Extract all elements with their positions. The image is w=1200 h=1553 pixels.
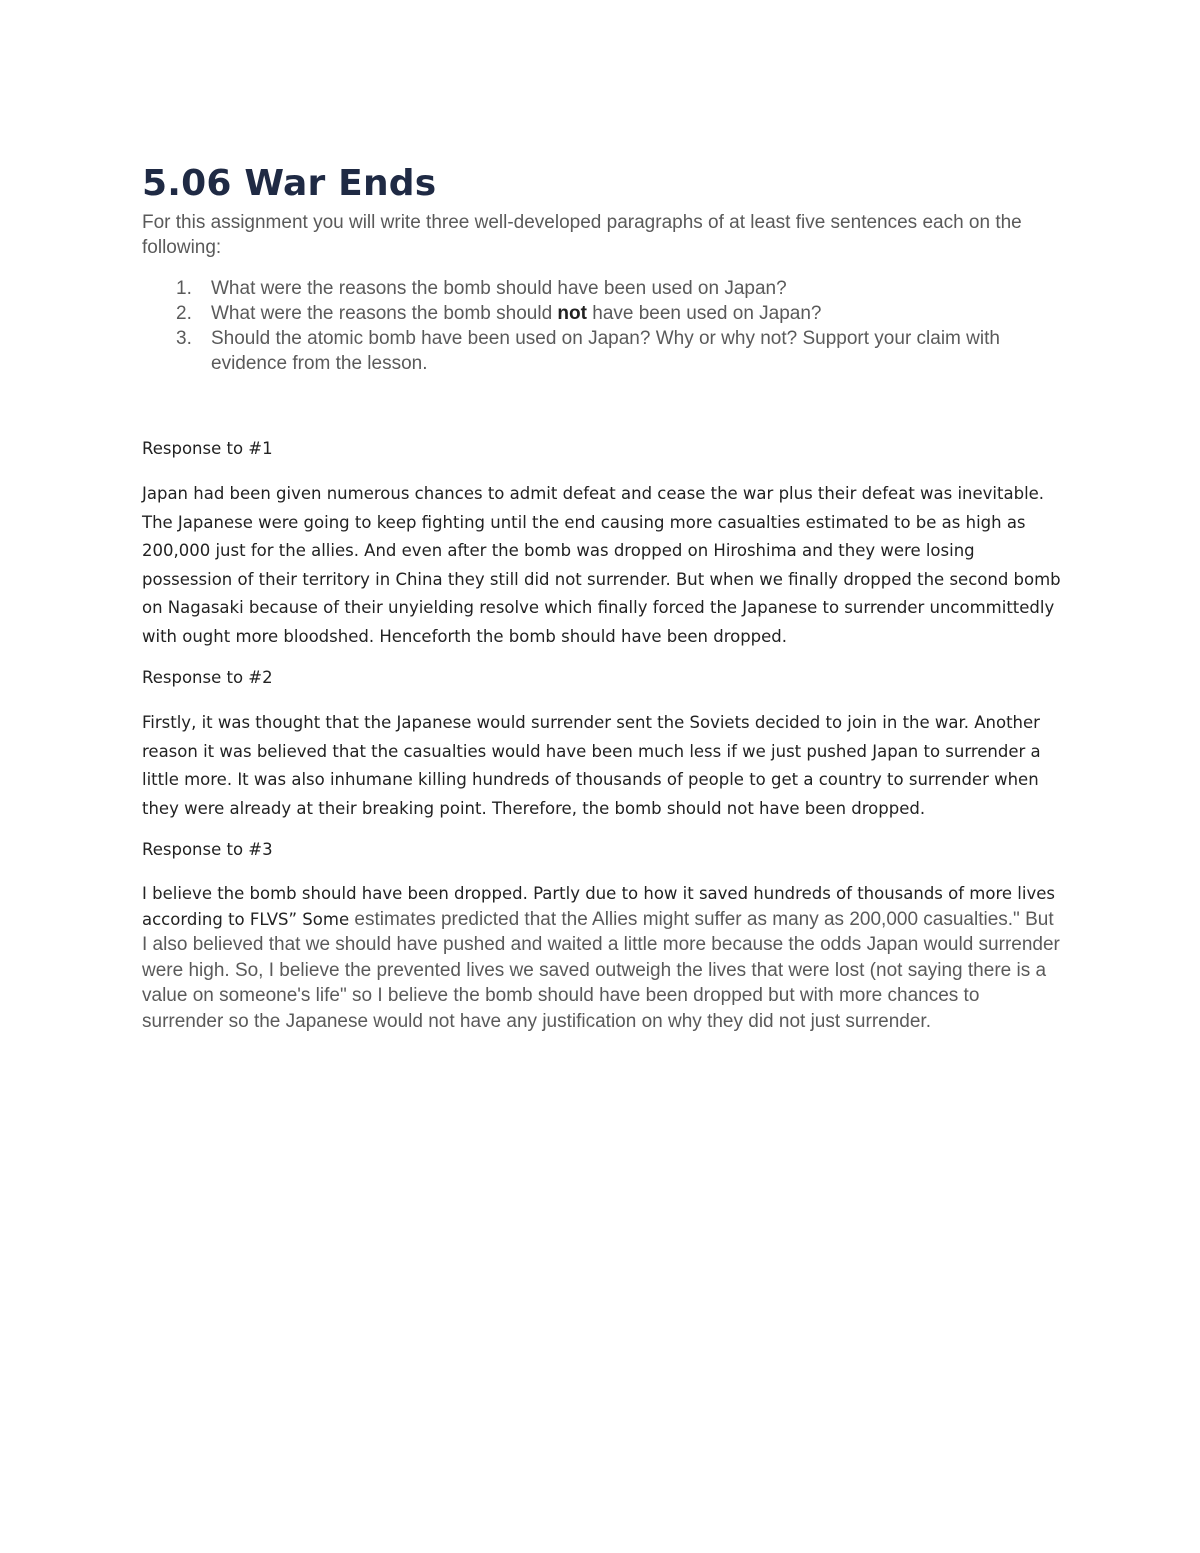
question-item-3 <box>142 326 1062 376</box>
response-heading-3: Response to #3 <box>142 840 273 859</box>
question-text-before: What were the reasons the bomb should <box>211 303 558 324</box>
page-title: 5.06 War Ends <box>142 163 437 204</box>
response-body-3-part1: I believe the bomb should have been dropped. Partly due to how it saved hundreds of thousands of more lives according to FLVS” Some <box>142 884 1055 929</box>
response-body-3-part2: estimates predicted that the Allies might suffer as many as 200,000 casualties." But I also believed that we should have pushed and waited a little more because the odds Japan would surrender were high. So, I believe the prevented lives we saved outweigh the lives that were lost (not saying there is a value on someone's life" so I believe the bomb should have been dropped but with more chances to surrender so the Japanese would not have any justification on why they did not just surrender. <box>142 908 1060 1032</box>
response-heading-2: Response to #2 <box>142 668 273 687</box>
question-text-after: have been used on Japan? <box>586 303 822 324</box>
question-number: 2. <box>176 303 192 324</box>
question-emphasis: not <box>557 303 587 324</box>
question-text: Should the atomic bomb have been used on Japan? Why or why not? Support your claim with evidence from the lesson. <box>211 328 1000 374</box>
question-number: 1. <box>176 278 192 299</box>
question-number: 3. <box>176 328 192 349</box>
assignment-intro: For this assignment you will write three well-developed paragraphs of at least five sentences each on the following: <box>142 212 1022 258</box>
response-body-1: Japan had been given numerous chances to admit defeat and cease the war plus their defeat was inevitable. The Japanese were going to keep fighting until the end causing more casualties estimated to be as high as 200,000 just for the allies. And even after the bomb was dropped on Hiroshima and they were losing possession of their territory in China they still did not surrender. But when we finally dropped the second bomb on Nagasaki because of their unyielding resolve which finally forced the Japanese to surrender uncommittedly with ought more bloodshed. Henceforth the bomb should have been dropped. <box>142 484 1061 646</box>
question-list <box>142 276 1062 376</box>
response-body-2: Firstly, it was thought that the Japanese would surrender sent the Soviets decided to join in the war. Another reason it was believed that the casualties would have been much less if we just pushed Japan to surrender a little more. It was also inhumane killing hundreds of thousands of people to get a country to surrender when they were already at their breaking point. Therefore, the bomb should not have been dropped. <box>142 713 1041 818</box>
question-text: What were the reasons the bomb should have been used on Japan? <box>211 278 787 299</box>
question-item-1 <box>142 276 1062 301</box>
response-body-3 <box>142 881 1062 1034</box>
responses-section <box>142 436 1062 1034</box>
document-content <box>142 160 1062 1048</box>
response-heading-1: Response to #1 <box>142 439 273 458</box>
question-item-2 <box>142 301 1062 326</box>
